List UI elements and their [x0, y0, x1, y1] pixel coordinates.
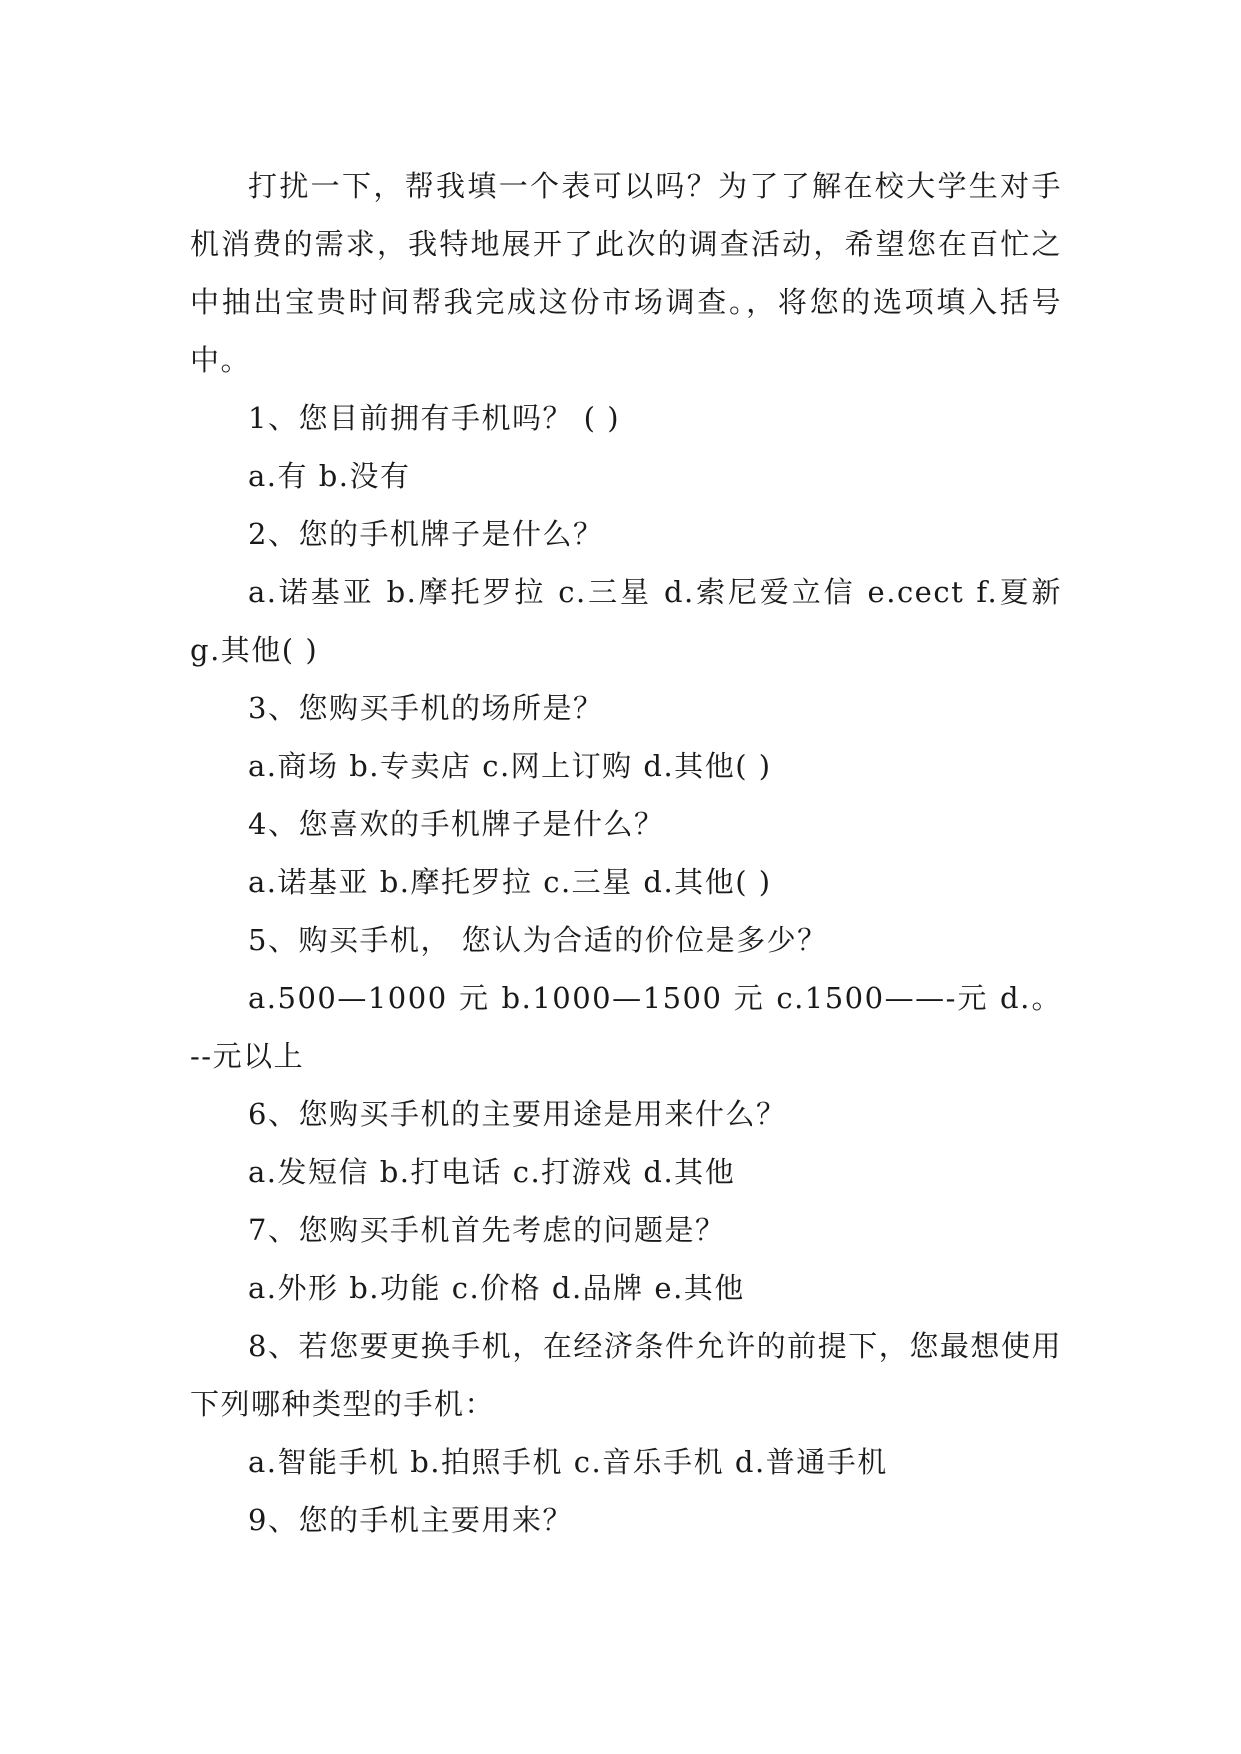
question-8: 8、若您要更换手机，在经济条件允许的前提下，您最想使用下列哪种类型的手机： [190, 1329, 1062, 1421]
question-3: 3、您购买手机的场所是？ [248, 691, 604, 725]
question-2-options: a.诺基亚 b.摩托罗拉 c.三星 d.索尼爱立信 e.cect f.夏新 g.其他( ) [190, 575, 1062, 667]
question-7: 7、您购买手机首先考虑的问题是？ [248, 1213, 726, 1247]
question-5-options: a.500—1000 元 b.1000—1500 元 c.1500——-元 d.。--元以上 [190, 981, 1062, 1073]
question-5: 5、购买手机， 您认为合适的价位是多少？ [248, 923, 828, 957]
question-3-options: a.商场 b.专卖店 c.网上订购 d.其他( ) [248, 749, 772, 783]
question-8-options: a.智能手机 b.拍照手机 c.音乐手机 d.普通手机 [248, 1445, 888, 1479]
question-6-options: a.发短信 b.打电话 c.打游戏 d.其他 [248, 1155, 736, 1189]
question-6: 6、您购买手机的主要用途是用来什么？ [248, 1097, 787, 1131]
question-1-options: a.有 b.没有 [248, 459, 411, 493]
question-4-options: a.诺基亚 b.摩托罗拉 c.三星 d.其他( ) [248, 865, 772, 899]
question-9: 9、您的手机主要用来？ [248, 1503, 573, 1537]
question-2: 2、您的手机牌子是什么？ [248, 517, 604, 551]
intro-paragraph: 打扰一下，帮我填一个表可以吗？为了了解在校大学生对手机消费的需求，我特地展开了此次的调查活动，希望您在百忙之中抽出宝贵时间帮我完成这份市场调查。，将您的选项填入括号中。 [190, 169, 1062, 377]
document-body [190, 157, 1062, 1549]
question-1: 1、您目前拥有手机吗？ ( ) [248, 401, 621, 435]
question-4: 4、您喜欢的手机牌子是什么？ [248, 807, 665, 841]
question-7-options: a.外形 b.功能 c.价格 d.品牌 e.其他 [248, 1271, 745, 1305]
